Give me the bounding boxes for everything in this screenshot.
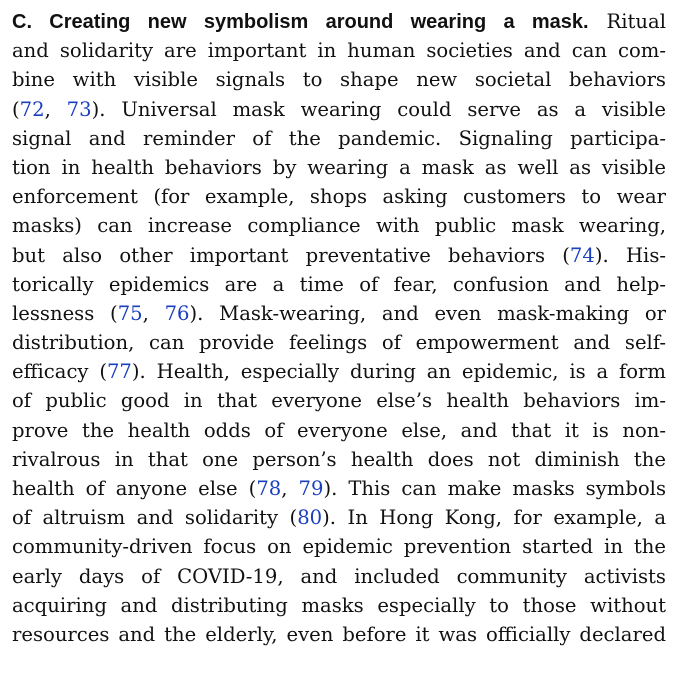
paragraph-line (12, 562, 666, 591)
paragraph-line (12, 7, 666, 36)
paragraph-line (12, 474, 666, 503)
paragraph-line (12, 270, 666, 299)
paragraph-text: of altruism and solidarity ( (12, 506, 298, 530)
paragraph-text: , (281, 477, 299, 500)
paragraph-text: prove the health odds of everyone else, and that it is non- (12, 418, 666, 442)
paragraph-text: ). His- (594, 243, 666, 267)
paragraph-line (12, 36, 666, 65)
paragraph-line (12, 328, 666, 357)
paragraph-text: distribution, can provide feelings of empowerment and self- (12, 331, 666, 355)
paragraph-line (12, 95, 666, 124)
paragraph-text: early days of COVID-19, and included community activists (12, 564, 666, 588)
citation-link[interactable]: 79 (298, 477, 324, 500)
citation-link[interactable]: 74 (569, 243, 595, 267)
paragraph-text: enforcement (for example, shops asking customers to wear (12, 185, 666, 209)
paragraph-text: resources and the elderly, even before it was officially declared (12, 622, 666, 646)
paragraph-text: torically epidemics are a time of fear, confusion and help- (12, 272, 666, 296)
paragraph-text: masks) can increase compliance with public mask wearing, (12, 214, 666, 238)
paragraph-text: Ritual (606, 10, 666, 33)
paragraph-text: , (142, 301, 165, 325)
citation-link[interactable]: 77 (106, 360, 132, 384)
paragraph-text: lessness ( (12, 301, 118, 325)
citation-link[interactable]: 73 (66, 97, 92, 121)
paragraph-line (12, 591, 666, 620)
paragraph-line (12, 211, 666, 240)
paragraph-text: ). This can make masks symbols (323, 477, 666, 500)
paragraph-line (12, 299, 666, 328)
paragraph-text: efficacy ( (12, 360, 107, 384)
paragraph-body (12, 36, 666, 649)
paragraph-line (12, 445, 666, 474)
paragraph-line (12, 503, 666, 532)
paragraph-text: ( (12, 97, 20, 121)
paragraph-line (12, 241, 666, 270)
paragraph-text: signal and reminder of the pandemic. Signaling participa- (12, 126, 666, 150)
paper-page (12, 7, 666, 649)
paragraph-text: ). Universal mask wearing could serve as a visible (91, 97, 666, 121)
paragraph-line (12, 416, 666, 445)
paragraph-line (12, 357, 666, 386)
paragraph-line (12, 620, 666, 649)
paragraph-line (12, 124, 666, 153)
paragraph-line (12, 386, 666, 415)
paragraph-line (12, 153, 666, 182)
paragraph-text: ). Mask-wearing, and even mask-making or (189, 301, 666, 325)
paragraph-text: ). Health, especially during an epidemic, is a form (131, 360, 666, 384)
citation-link[interactable]: 72 (19, 97, 45, 121)
paragraph-line (12, 65, 666, 94)
paragraph-text: community-driven focus on epidemic prevention started in the (12, 535, 666, 559)
citation-link[interactable]: 76 (164, 301, 190, 325)
paragraph-text: ). In Hong Kong, for example, a (322, 506, 666, 530)
citation-link[interactable]: 75 (117, 301, 143, 325)
citation-link[interactable]: 78 (256, 477, 282, 500)
paragraph-text: bine with visible signals to shape new societal behaviors (12, 68, 666, 92)
section-heading: C. Creating new symbolism around wearing a mask. (12, 11, 589, 33)
paragraph-text: tion in health behaviors by wearing a mask as well as visible (12, 155, 666, 179)
paragraph-text: and solidarity are important in human societies and can com- (12, 39, 666, 63)
paragraph-line (12, 532, 666, 561)
paragraph-text: but also other important preventative behaviors ( (12, 243, 570, 267)
citation-link[interactable]: 80 (297, 506, 323, 530)
paragraph-text: , (44, 97, 67, 121)
paragraph-text: health of anyone else ( (12, 477, 257, 500)
paragraph-line (12, 182, 666, 211)
paragraph-text: rivalrous in that one person’s health does not diminish the (12, 447, 666, 471)
paragraph-text: of public good in that everyone else’s health behaviors im- (12, 389, 666, 413)
paragraph-text: acquiring and distributing masks especially to those without (12, 593, 666, 617)
